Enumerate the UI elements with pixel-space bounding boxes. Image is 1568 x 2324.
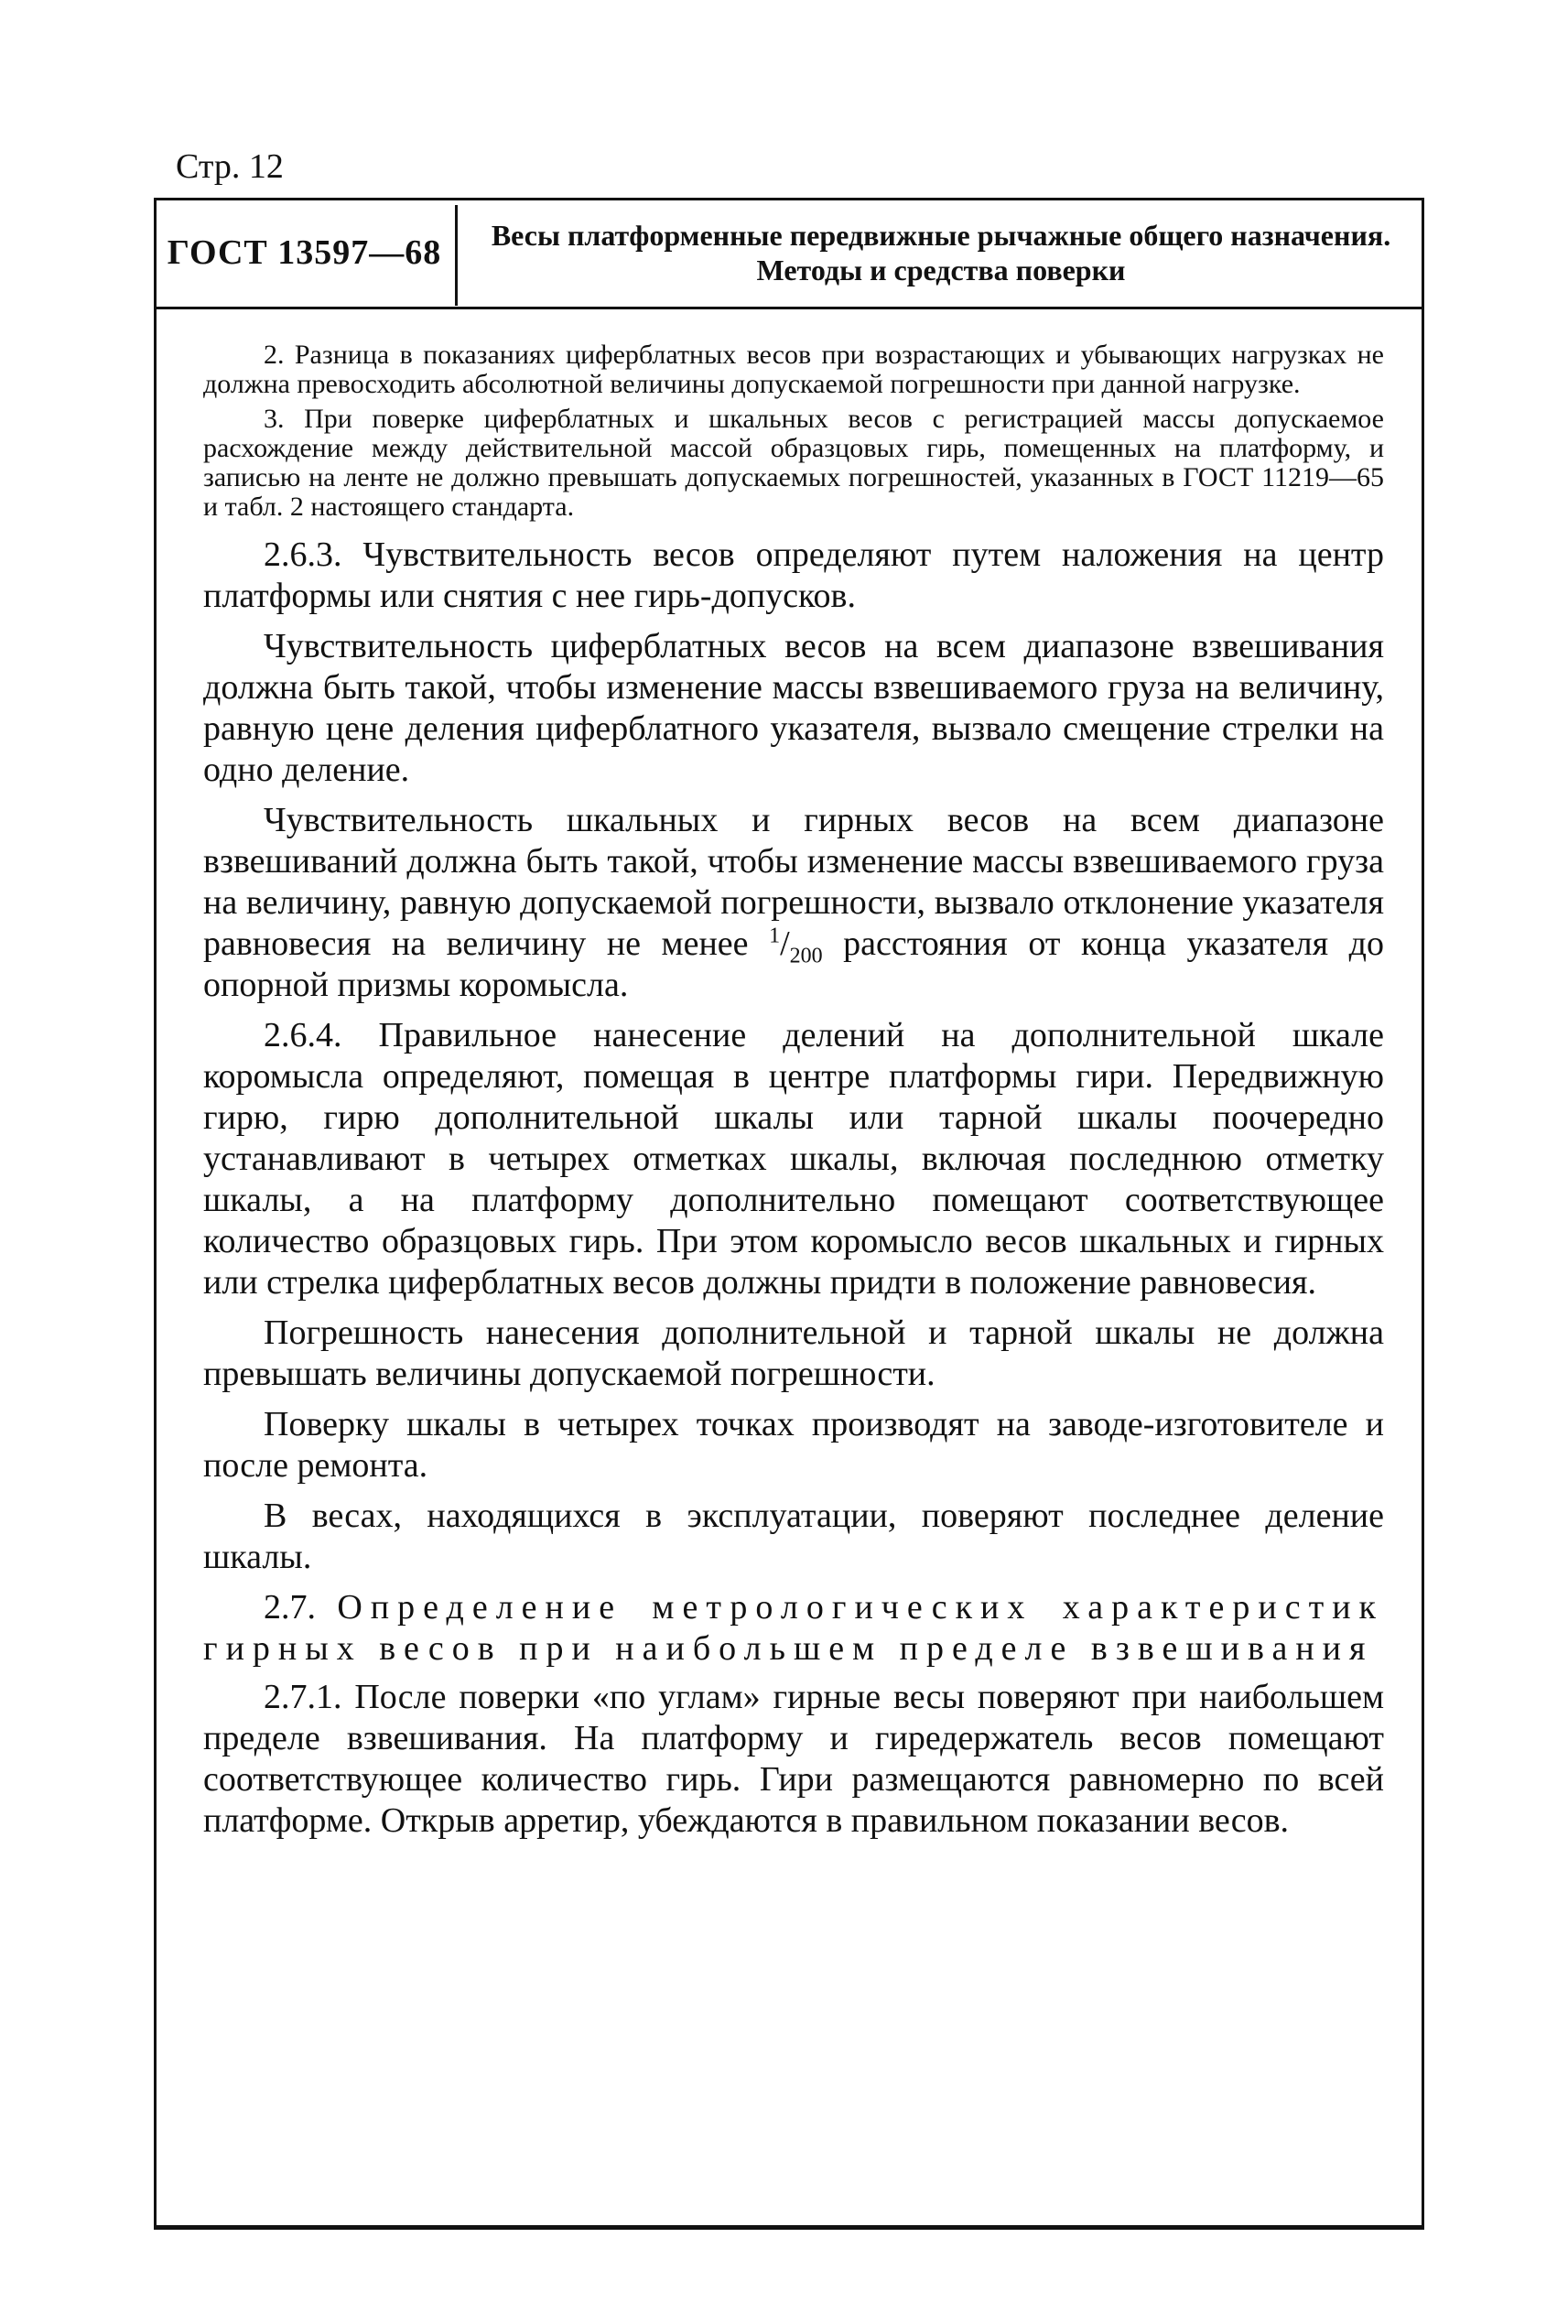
paragraph-scale-error: Погрешность нанесения дополнительной и тарной шкалы не должна превышать величины допускаемой погрешности. (203, 1313, 1384, 1393)
document-title: Весы платформенные передвижные рычажные общего назначения. Методы и средства поверки (491, 218, 1391, 286)
page-number: Стр. 12 (176, 147, 284, 186)
section-2-7-title: Определение метрологических характеристик гирных весов при наибольшем пределе взвешивания (203, 1588, 1385, 1668)
paragraph-2-6-3: 2.6.3. Чувствительность весов определяют путем наложения на центр платформы или снятия с нее гирь-допусков. (203, 535, 1384, 615)
table-note-3: 3. При поверке циферблатных и шкальных весов с регистрацией массы допускаемое расхождение между действительной массой образцовых гирь, помещенных на платформу, и записью на ленте не должно превышать допускаемых погрешностей, указанных в ГОСТ 11219—65 и табл. 2 настоящего стандарта. (203, 404, 1384, 522)
paragraph-2-6-4: 2.6.4. Правильное нанесение делений на дополнительной шкале коромысла определяют, помещая в центре платформы гири. Передвижную гирю, гирю дополнительной шкалы или тарной шкалы поочередно устанавливают в четырех отметках шкалы, включая последнюю отметку шкалы, а на платформу дополнительно помещают соответствующее количество образцовых гирь. При этом коромысло весов шкальных и гирных или стрелка циферблатных весов должны придти в положение равновесия. (203, 1016, 1384, 1302)
paragraph-2-7-1: 2.7.1. После поверки «по углам» гирные весы поверяют при наибольшем пределе взвешивания. На платформу и гиредержатель весов помещают соответствующее количество гирь. Гири размещаются равномерно по всей платформе. Открыв арретир, убеждаются в правильном показании весов. (203, 1678, 1384, 1840)
scale-sensitivity-text-start: Чувствительность шкальных и гирных весов на всем диапазоне взвешиваний должна быть такой, чтобы изменение массы взвешиваемого груза на величину, равную допускаемой погрешности, вызвало отклонение указателя равновесия на величину не менее (203, 801, 1384, 963)
scale-sensitivity-text-end: расстояния от конца указателя до опорной призмы коромысла. (203, 924, 1384, 1004)
fraction-numerator: 1 (769, 924, 781, 948)
paragraph-dial-sensitivity: Чувствительность циферблатных весов на всем диапазоне взвешивания должна быть такой, чтобы изменение массы взвешиваемого груза на величину, равную цене деления циферблатного указателя, вызвало смещение стрелки на одно деление. (203, 627, 1384, 789)
section-2-7-heading (203, 1587, 1384, 1670)
paragraph-four-points: Поверку шкалы в четырех точках производят на заводе-изготовителе и после ремонта. (203, 1405, 1384, 1485)
page-content (203, 340, 1384, 1851)
page-bottom-rule (154, 2225, 1424, 2230)
section-2-7-number: 2.7. (264, 1588, 338, 1627)
table-note-2: 2. Разница в показаниях циферблатных весов при возрастающих и убывающих нагрузках не должна превосходить абсолютной величины допускаемой погрешности при данной нагрузке. (203, 340, 1384, 399)
paragraph-scale-sensitivity (203, 800, 1384, 1006)
paragraph-in-service: В весах, находящихся в эксплуатации, поверяют последнее деление шкалы. (203, 1497, 1384, 1576)
fraction-denominator: 200 (789, 944, 823, 968)
header-bottom-rule (154, 307, 1424, 309)
fraction-slash: / (780, 924, 790, 963)
gost-code: ГОСТ 13597—68 (167, 232, 442, 272)
